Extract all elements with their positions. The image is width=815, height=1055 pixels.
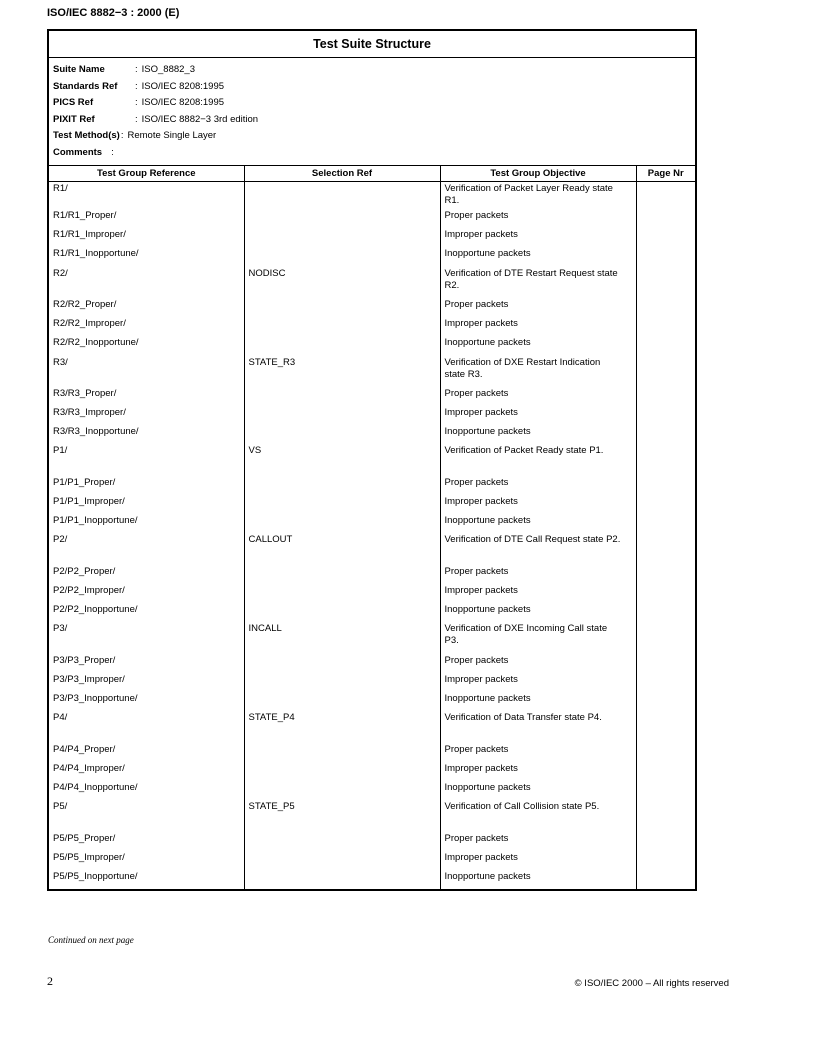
cell-test-group-objective: Inopportune packets (440, 514, 636, 533)
table-title: Test Suite Structure (49, 31, 695, 58)
cell-test-group-objective: Inopportune packets (440, 603, 636, 622)
cell-selection-ref (244, 654, 440, 673)
cell-test-group-objective: Verification of Packet Layer Ready state R1. (440, 182, 636, 210)
cell-page-nr (636, 247, 695, 266)
cell-page-nr (636, 425, 695, 444)
meta-value: ISO/IEC 8208:1995 (141, 80, 225, 92)
cell-test-group-objective: Improper packets (440, 317, 636, 336)
cell-selection-ref: NODISC (244, 267, 440, 298)
table-row (49, 692, 695, 711)
meta-separator: : (135, 97, 138, 108)
cell-test-group-reference: P1/P1_Improper/ (49, 495, 244, 514)
cell-test-group-reference: P3/P3_Inopportune/ (49, 692, 244, 711)
table-row (49, 317, 695, 336)
cell-page-nr (636, 832, 695, 851)
table-row (49, 209, 695, 228)
cell-page-nr (636, 870, 695, 889)
meta-row-pics-ref (53, 95, 691, 112)
cell-test-group-objective: Verification of DTE Call Request state P2. (440, 533, 636, 564)
cell-page-nr (636, 622, 695, 653)
cell-selection-ref (244, 247, 440, 266)
cell-test-group-objective: Inopportune packets (440, 870, 636, 889)
table-row (49, 603, 695, 622)
cell-page-nr (636, 406, 695, 425)
cell-test-group-reference: P1/P1_Inopportune/ (49, 514, 244, 533)
table-row (49, 336, 695, 355)
cell-test-group-objective: Inopportune packets (440, 336, 636, 355)
cell-selection-ref (244, 514, 440, 533)
column-header-page-nr: Page Nr (636, 166, 695, 182)
cell-test-group-objective: Improper packets (440, 762, 636, 781)
meta-label: Suite Name (53, 64, 105, 75)
cell-test-group-reference: P1/P1_Proper/ (49, 476, 244, 495)
suite-metadata (49, 58, 695, 166)
meta-label: PIXIT Ref (53, 113, 95, 125)
cell-test-group-objective: Improper packets (440, 228, 636, 247)
table-row (49, 425, 695, 444)
cell-test-group-reference: R2/R2_Improper/ (49, 317, 244, 336)
cell-test-group-reference: R1/R1_Proper/ (49, 209, 244, 228)
cell-selection-ref (244, 336, 440, 355)
cell-selection-ref (244, 851, 440, 870)
cell-page-nr (636, 565, 695, 584)
table-row (49, 298, 695, 317)
cell-test-group-reference: P3/ (49, 622, 244, 653)
table-row (49, 781, 695, 800)
test-suite-structure-table (47, 29, 697, 891)
table-row (49, 356, 695, 387)
table-row (49, 743, 695, 762)
cell-test-group-reference: P4/P4_Improper/ (49, 762, 244, 781)
cell-test-group-reference: R3/R3_Proper/ (49, 387, 244, 406)
cell-selection-ref: INCALL (244, 622, 440, 653)
cell-page-nr (636, 533, 695, 564)
table-row (49, 870, 695, 889)
cell-page-nr (636, 298, 695, 317)
cell-page-nr (636, 514, 695, 533)
cell-test-group-objective: Verification of Call Collision state P5. (440, 800, 636, 831)
cell-page-nr (636, 800, 695, 831)
cell-selection-ref (244, 781, 440, 800)
cell-page-nr (636, 603, 695, 622)
cell-selection-ref (244, 228, 440, 247)
cell-test-group-objective: Improper packets (440, 851, 636, 870)
cell-test-group-reference: R2/R2_Inopportune/ (49, 336, 244, 355)
meta-row-standards-ref (53, 79, 691, 96)
cell-test-group-objective: Proper packets (440, 209, 636, 228)
cell-selection-ref (244, 870, 440, 889)
cell-selection-ref (244, 692, 440, 711)
cell-test-group-reference: P4/P4_Inopportune/ (49, 781, 244, 800)
cell-page-nr (636, 762, 695, 781)
cell-test-group-objective: Improper packets (440, 673, 636, 692)
cell-selection-ref (244, 673, 440, 692)
cell-page-nr (636, 356, 695, 387)
table-header-row (49, 166, 695, 182)
cell-test-group-reference: R2/ (49, 267, 244, 298)
document-header: ISO/IEC 8882−3 : 2000 (E) (47, 7, 180, 19)
meta-separator: : (111, 146, 114, 158)
meta-value: ISO/IEC 8882−3 3rd edition (141, 113, 259, 125)
cell-test-group-reference: R1/ (49, 182, 244, 210)
table-row (49, 247, 695, 266)
cell-test-group-reference: P4/ (49, 711, 244, 742)
cell-page-nr (636, 267, 695, 298)
copyright-notice: © ISO/IEC 2000 – All rights reserved (574, 978, 729, 989)
meta-value: ISO/IEC 8208:1995 (141, 97, 225, 108)
cell-page-nr (636, 476, 695, 495)
cell-test-group-reference: P2/P2_Inopportune/ (49, 603, 244, 622)
cell-page-nr (636, 336, 695, 355)
cell-test-group-reference: P2/ (49, 533, 244, 564)
cell-page-nr (636, 711, 695, 742)
cell-selection-ref: STATE_R3 (244, 356, 440, 387)
table-row (49, 267, 695, 298)
cell-test-group-objective: Improper packets (440, 584, 636, 603)
cell-test-group-reference: P1/ (49, 444, 244, 475)
meta-separator: : (120, 130, 124, 141)
cell-test-group-reference: P3/P3_Improper/ (49, 673, 244, 692)
table-row (49, 711, 695, 742)
table-row (49, 584, 695, 603)
cell-test-group-objective: Proper packets (440, 298, 636, 317)
cell-test-group-objective: Inopportune packets (440, 425, 636, 444)
cell-test-group-reference: R2/R2_Proper/ (49, 298, 244, 317)
meta-label: PICS Ref (53, 97, 94, 108)
cell-page-nr (636, 851, 695, 870)
cell-selection-ref (244, 832, 440, 851)
cell-test-group-objective: Inopportune packets (440, 247, 636, 266)
column-header-test-group-reference: Test Group Reference (49, 166, 244, 182)
cell-selection-ref: VS (244, 444, 440, 475)
cell-page-nr (636, 584, 695, 603)
cell-page-nr (636, 209, 695, 228)
cell-selection-ref (244, 762, 440, 781)
meta-row-test-methods (53, 128, 691, 145)
cell-page-nr (636, 673, 695, 692)
table-row (49, 654, 695, 673)
cell-test-group-reference: P2/P2_Improper/ (49, 584, 244, 603)
cell-page-nr (636, 228, 695, 247)
cell-test-group-objective: Verification of DTE Restart Request state R2. (440, 267, 636, 298)
table-row (49, 514, 695, 533)
cell-page-nr (636, 387, 695, 406)
meta-label: Standards Ref (53, 80, 118, 92)
table-row (49, 851, 695, 870)
cell-page-nr (636, 182, 695, 210)
cell-test-group-reference: R1/R1_Improper/ (49, 228, 244, 247)
table-row (49, 228, 695, 247)
page-number: 2 (47, 974, 53, 988)
table-row (49, 762, 695, 781)
cell-test-group-objective: Improper packets (440, 495, 636, 514)
table-row (49, 495, 695, 514)
cell-selection-ref (244, 603, 440, 622)
meta-separator: : (135, 64, 138, 75)
cell-selection-ref (244, 298, 440, 317)
cell-test-group-reference: R1/R1_Inopportune/ (49, 247, 244, 266)
table-row (49, 533, 695, 564)
table-row (49, 832, 695, 851)
cell-test-group-objective: Proper packets (440, 743, 636, 762)
cell-test-group-objective: Inopportune packets (440, 692, 636, 711)
cell-test-group-objective: Proper packets (440, 832, 636, 851)
cell-test-group-objective: Proper packets (440, 565, 636, 584)
cell-test-group-objective: Proper packets (440, 387, 636, 406)
cell-test-group-objective: Verification of DXE Restart Indication state R3. (440, 356, 636, 387)
cell-selection-ref (244, 209, 440, 228)
cell-selection-ref (244, 387, 440, 406)
cell-test-group-objective: Verification of Packet Ready state P1. (440, 444, 636, 475)
column-header-selection-ref: Selection Ref (244, 166, 440, 182)
meta-separator: : (135, 80, 138, 92)
cell-selection-ref (244, 182, 440, 210)
table-row (49, 622, 695, 653)
cell-test-group-objective: Inopportune packets (440, 781, 636, 800)
meta-row-suite-name (53, 62, 691, 79)
cell-selection-ref (244, 584, 440, 603)
cell-test-group-reference: R3/R3_Inopportune/ (49, 425, 244, 444)
cell-test-group-objective: Proper packets (440, 476, 636, 495)
continued-note: Continued on next page (48, 935, 134, 945)
cell-page-nr (636, 654, 695, 673)
table-row (49, 387, 695, 406)
table-row (49, 476, 695, 495)
table-body (49, 182, 695, 890)
meta-value: ISO_8882_3 (141, 64, 195, 75)
cell-page-nr (636, 495, 695, 514)
cell-page-nr (636, 317, 695, 336)
meta-row-comments (53, 145, 691, 162)
table-row (49, 444, 695, 475)
meta-value: Remote Single Layer (127, 130, 217, 141)
cell-test-group-reference: P2/P2_Proper/ (49, 565, 244, 584)
table-row (49, 406, 695, 425)
table-row (49, 182, 695, 210)
cell-test-group-objective: Proper packets (440, 654, 636, 673)
cell-test-group-reference: P5/ (49, 800, 244, 831)
cell-test-group-reference: P3/P3_Proper/ (49, 654, 244, 673)
test-group-table (49, 166, 695, 889)
meta-row-pixit-ref (53, 112, 691, 129)
cell-test-group-objective: Improper packets (440, 406, 636, 425)
cell-selection-ref (244, 476, 440, 495)
cell-selection-ref: STATE_P4 (244, 711, 440, 742)
table-row (49, 673, 695, 692)
cell-selection-ref (244, 406, 440, 425)
cell-page-nr (636, 743, 695, 762)
cell-selection-ref (244, 495, 440, 514)
cell-selection-ref (244, 317, 440, 336)
cell-selection-ref: STATE_P5 (244, 800, 440, 831)
cell-selection-ref (244, 743, 440, 762)
cell-test-group-objective: Verification of DXE Incoming Call state P3. (440, 622, 636, 653)
cell-page-nr (636, 781, 695, 800)
cell-test-group-reference: R3/ (49, 356, 244, 387)
cell-test-group-reference: P5/P5_Inopportune/ (49, 870, 244, 889)
meta-label: Comments (53, 146, 103, 158)
cell-selection-ref (244, 565, 440, 584)
cell-selection-ref (244, 425, 440, 444)
cell-selection-ref: CALLOUT (244, 533, 440, 564)
meta-label: Test Method(s) (53, 130, 120, 141)
cell-test-group-reference: P4/P4_Proper/ (49, 743, 244, 762)
column-header-test-group-objective: Test Group Objective (440, 166, 636, 182)
meta-separator: : (135, 113, 138, 125)
cell-test-group-reference: P5/P5_Improper/ (49, 851, 244, 870)
cell-test-group-objective: Verification of Data Transfer state P4. (440, 711, 636, 742)
cell-test-group-reference: R3/R3_Improper/ (49, 406, 244, 425)
cell-page-nr (636, 692, 695, 711)
table-row (49, 800, 695, 831)
table-row (49, 565, 695, 584)
cell-test-group-reference: P5/P5_Proper/ (49, 832, 244, 851)
cell-page-nr (636, 444, 695, 475)
